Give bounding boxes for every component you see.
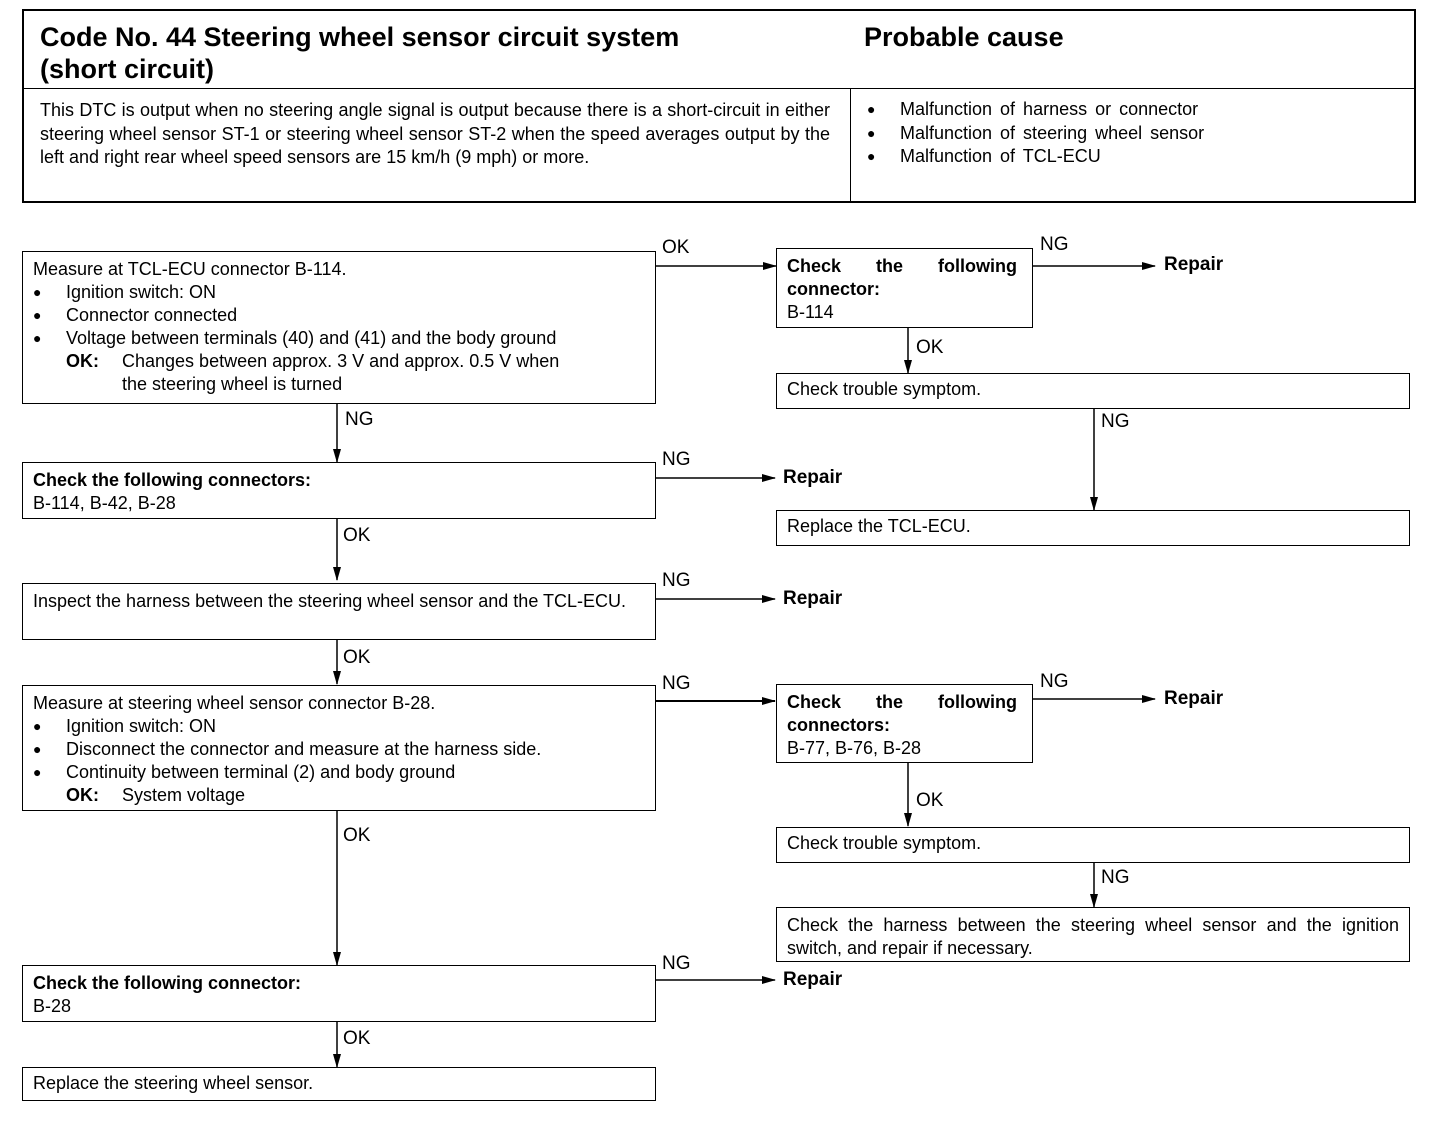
step-text: Check trouble symptom. [787,833,982,853]
repair-label: Repair [1164,254,1224,275]
connector-list: B-28 [33,996,72,1016]
step-text: Check trouble symptom. [787,379,982,399]
step-replace-ecu [776,510,1410,546]
condition-item: ● Connector connected [33,304,645,327]
step-check-connector-b114 [776,248,1033,328]
condition-item: ● Ignition switch: ON [33,715,645,738]
label-ng: NG [1040,234,1069,255]
cause-item: ● Malfunction of steering wheel sensor [867,122,1204,146]
label-ng: NG [662,570,691,591]
label-ng: NG [662,449,691,470]
step-title: Check the following connectors: [33,470,312,490]
step-check-symptom-2 [776,827,1410,863]
label-ok: OK [343,525,371,546]
step-title-line2: connector: [787,279,881,299]
condition-item: ● Ignition switch: ON [33,281,645,304]
repair-label: Repair [783,467,843,488]
label-ng: NG [1101,411,1130,432]
condition-list [33,281,645,350]
step-title: Measure at TCL-ECU connector B-114. [33,259,347,279]
label-ok: OK [662,237,690,258]
ok-label: OK: [66,785,99,805]
step-text: Replace the TCL-ECU. [787,516,971,536]
cause-item: ● Malfunction of TCL-ECU [867,145,1204,169]
condition-item: ● Continuity between terminal (2) and body ground [33,761,645,784]
repair-label: Repair [783,969,843,990]
label-ok: OK [343,1028,371,1049]
page-title-line1: Code No. 44 Steering wheel sensor circuit system [40,22,680,52]
step-title: Check the following connector: [33,973,302,993]
step-check-connectors-2 [776,684,1033,763]
step-text: Check the harness between the steering wheel sensor and the ignition switch, and repair if necessary. [787,915,1399,958]
step-replace-sensor [22,1067,656,1101]
label-ok: OK [916,337,944,358]
ok-text: Changes between approx. 3 V and approx. 0.5 V when [122,351,560,371]
step-title-line1: Check the following [787,256,1018,276]
ok-text: System voltage [122,785,246,805]
condition-list [33,715,645,784]
label-ng: NG [662,953,691,974]
step-check-harness-ignition [776,907,1410,962]
page-title-line2: (short circuit) [40,54,215,84]
ok-label: OK: [66,351,99,371]
step-title-line2: connectors: [787,715,891,735]
condition-item: ● Voltage between terminals (40) and (41) and the body ground [33,327,645,350]
step-check-symptom-1 [776,373,1410,409]
label-ok: OK [343,825,371,846]
step-measure-ecu-connector [22,251,656,404]
step-text: Replace the steering wheel sensor. [33,1073,314,1093]
ok-criteria [33,784,645,807]
step-title: Measure at steering wheel sensor connector B-28. [33,693,436,713]
step-check-connectors-1 [22,462,656,519]
step-title-line1: Check the following [787,692,1018,712]
label-ng: NG [662,673,691,694]
label-ok: OK [343,647,371,668]
connector-list: B-114, B-42, B-28 [33,493,176,513]
label-ng: NG [1040,671,1069,692]
label-ok: OK [916,790,944,811]
label-ng: NG [1101,867,1130,888]
ok-criteria-cont: the steering wheel is turned [122,374,343,394]
cause-item: ● Malfunction of harness or connector [867,98,1204,122]
step-check-connector-b28 [22,965,656,1022]
repair-label: Repair [1164,688,1224,709]
condition-item: ● Disconnect the connector and measure at the harness side. [33,738,645,761]
step-text: Inspect the harness between the steering wheel sensor and the TCL-ECU. [33,591,627,611]
connector-list: B-114 [787,302,834,322]
probable-cause-heading: Probable cause [864,22,1064,52]
step-inspect-harness [22,583,656,640]
label-ng: NG [345,409,374,430]
ok-criteria [33,350,645,373]
dtc-description: This DTC is output when no steering angle signal is output because there is a short-circuit in either steering wheel sensor ST-1 or steering wheel sensor ST-2 when the speed averages output by the left and right rear wheel speed sensors are 15 km/h (9 mph) or more. [40,100,830,167]
repair-label: Repair [783,588,843,609]
connector-list: B-77, B-76, B-28 [787,738,922,758]
step-title [787,255,1022,278]
step-measure-sensor-connector [22,685,656,811]
